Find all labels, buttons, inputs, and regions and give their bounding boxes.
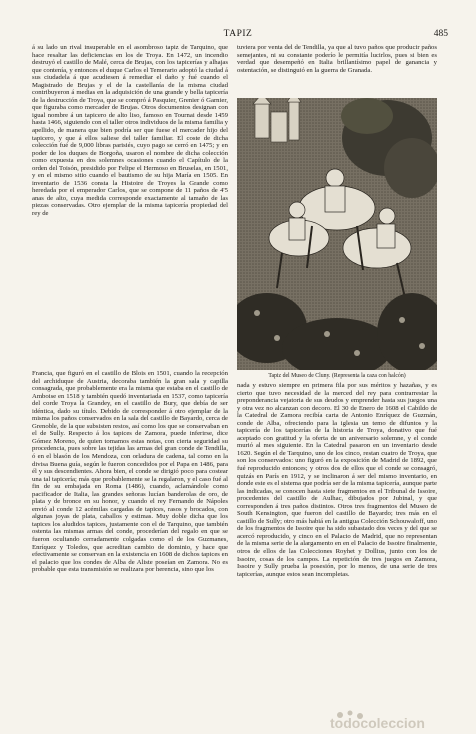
page-header: [0, 29, 476, 41]
watermark-logo: [0, 705, 476, 734]
tapestry-illustration: [237, 98, 437, 370]
right-column-top: [237, 44, 437, 94]
left-column-bottom: [32, 370, 228, 704]
paragraph: nada y estuvo siempre en primera fila por sus méritos y hazañas, y es cierto que tuvo necesidad de la merced del rey para contrarrestar la preponderancia vejatoria de sus deudos y emprender hasta sus juegos una y otra vez no alcanzan con decoro. El 30 de Enero de 1608 el Cabildo de la Catedral de Zamora recibía carta de Antonio Enríquez de Guzmán, conde de Alba, ofreciendo para la iglesia un temo de difuntos y la tapicería de los tapicerías de la historia de Troya, donativo que fué aceptado con gratitud y la oferta de un aniversario solemne, y el conde murió al mes siguiente. En la Catedral pasaron en un inventario desde 1620. Según el de Tarquino, uno de los cinco, restan cuatro de Troya, que son los conservados: uno figuró en la exposición de Madrid de 1892, que fué reproducido entonces; y otros dos de ellos que el conde se consagró, quizás en París en 1912, y se inclinaron á ser del mismo inventario, en donde este es el sistema que podría ser de la misma tapicería, aunque parte las indicadas, se conocen hasta siete fragmentos en el Tribunal de Issoire, procedentes del castillo de Aulhac, dibujados por Jubinal, y que corresponden á tres paños distintos. Otros tres fragmentos del Museo de South Kensington, que fueron del castillo de Bayardo; tres más en el castillo de Sully; otro más habiá en la antigua Colección Schouwaloff, uno de los fragmentos de Issoire que ha sido subastado dos veces y del que se acercó reproducido, y cinco en el Palacio de Madrid, que no representan de la misma serie de la alargamento en en el Palacio de Issoire finalmente, otros de ellos de las Colecciones Royhet y Dollius, junto con los de Issoire, cosas de los campos. La repetición de tres juegos en Zamora, Issoire y Sully prueba la posesión, por lo menos, de una serie de tres tapicerías, aunque estos sean incompletas.: [237, 382, 437, 578]
right-column-bottom: [237, 382, 437, 704]
paragraph: tuviera por venta del de Tendilla, ya que al tuvo paños que producir paños semejantes, ni su constante poderío le permitía lucirlos, pues si bien es verdad que desempeñó en Italia brillantísimo papel de ganancia y ostentación, se distinguió en la guerra de Granada.: [237, 44, 437, 74]
page-number: 485: [433, 29, 448, 39]
running-title: TAPIZ: [223, 29, 253, 39]
figure-caption: Tapiz del Museo de Cluny. (Representa la caza con halcón): [268, 373, 406, 379]
svg-text:todocoleccion: todocoleccion: [330, 715, 425, 731]
paragraph: Francia, que figuró en el castillo de Blois en 1501, cuando la recepción del archiduque de Austria, decoraba también la gran sala y capilla consagrada, que probablemente era la misma que estaba en el castillo de Amboise en 1518 y también quedó inventariada en 1537, como tapicería del corde Troya la Grandey, en el castillo de Bury, que debía de ser idéntica, dado su título. Debido de corresponder á otro ejemplar de la misma los paños conservados en la sala del castillo de Bayardo, cerca de Grenoble, de la que subsisten restos, así como los que se conservaban en el de Sully. Respecto á los tapices de Zamora, puede inferirse, dice Gómez Moreno, de quien tomamos estas notas, con cierta seguridad su procedencia, pues sobre las tejidas las armas del gran conde de Tendilla, ó en el blasón de los Mendoza, con orladura de cadena, tal como en la divisa Buena guía, según le fueron concedidos por el Papa en 1486, para él y sus descendientes. Ahora bien, el conde se dirigió poco para costear una tal tapicería; más que probablemente se la regalaron, y el caso fué al fin de su embajada en Roma (1486), cuando, aclamándole como pacificador de Italia, las grandes señoras lucían banderolas de oro, de plata y de bronce en su honor, y cuando el rey Fernando de Nápoles envió al conde 12 acémilas cargadas de tapices, rasos y brocados, con algunas joyas de plata, caballos y estimas. Muy doble dicha que los tapices los aludidos tapices, justamente con el de Tarquino, que también ostenta las mismas armas del conde, procederían del regalo en que se fueron ocultando cerradamente colgadas como el de los Guzmanes, Enríquez y Toledos, que acreditan cambio de dominio, y hace que efectivamente se conservan en la existencia en 1608 de dichos tapices en el palacio que los condes de Alba de Aliste poseían en Zamora. No es probable que esta transmisión se realizara por herencia, sino que los: [32, 370, 228, 574]
paragraph: á su lado un rival insuperable en el asombroso tapiz de Tarquino, que hace resaltar las deficiencias en los de Troya. En 1472, un incendio destruyó el castillo de Malé, cerca de Brujas, con los tapicerías y alhajas que contenía, y entonces el duque Carlos el Temerario adoptó la ciudad á sus ciudadela á que acudiesen á remediar el daño y fué cuando el Magistrado de Brujas y el de la castellanía de la misma ciudad contribuyeron á medias en la adquisición de una grande y bella tapicería de la destrucción de Troya, que se compró á Pasquier, Grenier ó Garnier, que figuraba como mercader de Brujas. Otros documentos designan con igual nombre á un tapicero de alto liso, famoso en Tournai desde 1459 hasta 1466, siguiendo con el taller otros individuos de la misma familia y apellido, de manera que bien podría ser que fuese el mercader hijo del tapicero, y que á ellos saliese del taller familiar. El coste de dicha colección fué de 9,000 libras parisiés, cuyo pago se cerró en 1475; y en poder de los duques de Borgoña, usaron el nombre de dicha colección como expuesta en dos solemnes ocasiones cuando el Capítulo de la orden del Toisón, presidido por Felipe el Hermoso en Bruselas, en 1501, y en el mismo sitio cuando el bautismo de su hija María en 1505. En inventario de 1536 consta la Histoire de Troyes la Grande como heredada por el emperador Carlos, que se compone de 11 paños de 4'5 anas de alto, cuya medida corresponde exactamente al tamaño de las piezas conservadas. Otro ejemplar de la misma tapicería propiedad del rey de: [32, 44, 228, 218]
left-column-top: [32, 44, 228, 366]
